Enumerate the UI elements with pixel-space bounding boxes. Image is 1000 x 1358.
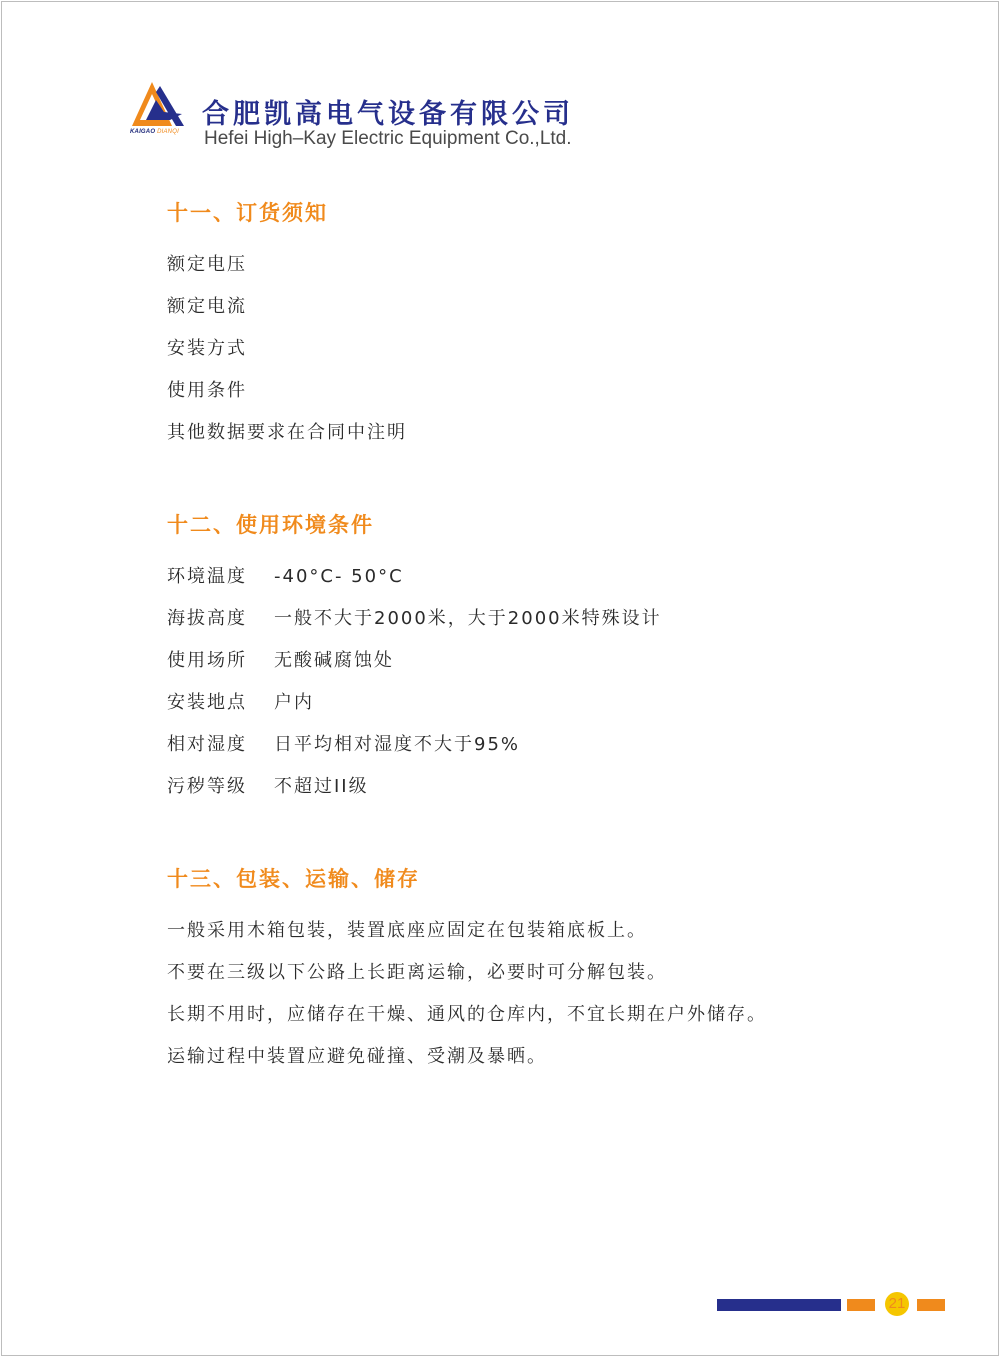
list-item: 其他数据要求在合同中注明 <box>167 422 407 443</box>
list-item: 额定电流 <box>167 296 247 317</box>
company-name-cn: 合肥凯高电气设备有限公司 <box>202 99 574 130</box>
spec-value: 一般不大于2000米，大于2000米特殊设计 <box>274 608 662 629</box>
spec-value: 日平均相对湿度不大于95% <box>274 734 521 755</box>
triangle-logo-icon <box>130 80 186 130</box>
section-title: 十三、包装、运输、储存 <box>167 867 420 891</box>
spec-value: 不超过II级 <box>274 776 369 797</box>
spec-row <box>167 556 927 598</box>
section-title: 十一、订货须知 <box>167 201 328 225</box>
logo-caption: KAIGAO DIANQI <box>130 129 179 135</box>
footer-bar-orange <box>847 1299 875 1311</box>
section-environment <box>167 510 927 808</box>
section-ordering <box>167 198 927 454</box>
list-item: 不要在三级以下公路上长距离运输，必要时可分解包装。 <box>167 962 667 983</box>
list-item: 一般采用木箱包装，装置底座应固定在包装箱底板上。 <box>167 920 647 941</box>
spec-row <box>167 682 927 724</box>
spec-label: 使用场所 <box>167 650 247 671</box>
company-name-en: Hefei High–Kay Electric Equipment Co.,Ltd. <box>204 128 572 149</box>
brochure-page <box>1 1 999 1356</box>
spec-label: 安装地点 <box>167 692 247 713</box>
footer-bar-orange <box>917 1299 945 1311</box>
footer-bar-blue <box>717 1299 841 1311</box>
company-logo <box>130 80 186 140</box>
spec-value: 户内 <box>274 692 314 713</box>
list-item: 运输过程中装置应避免碰撞、受潮及暴晒。 <box>167 1046 547 1067</box>
list-item: 安装方式 <box>167 338 247 359</box>
spec-label: 环境温度 <box>167 566 247 587</box>
spec-row <box>167 766 927 808</box>
page-footer <box>717 1290 947 1320</box>
list-item: 额定电压 <box>167 254 247 275</box>
page-number: 21 <box>885 1292 909 1316</box>
company-header <box>130 80 730 160</box>
list-item: 使用条件 <box>167 380 247 401</box>
spec-row <box>167 640 927 682</box>
spec-label: 污秽等级 <box>167 776 247 797</box>
spec-row <box>167 724 927 766</box>
section-packaging <box>167 864 927 1078</box>
spec-value: -40°C- 50°C <box>274 566 404 587</box>
list-item: 长期不用时，应储存在干燥、通风的仓库内，不宜长期在户外储存。 <box>167 1004 767 1025</box>
section-title: 十二、使用环境条件 <box>167 513 374 537</box>
spec-label: 相对湿度 <box>167 734 247 755</box>
spec-label: 海拔高度 <box>167 608 247 629</box>
spec-value: 无酸碱腐蚀处 <box>274 650 394 671</box>
spec-row <box>167 598 927 640</box>
